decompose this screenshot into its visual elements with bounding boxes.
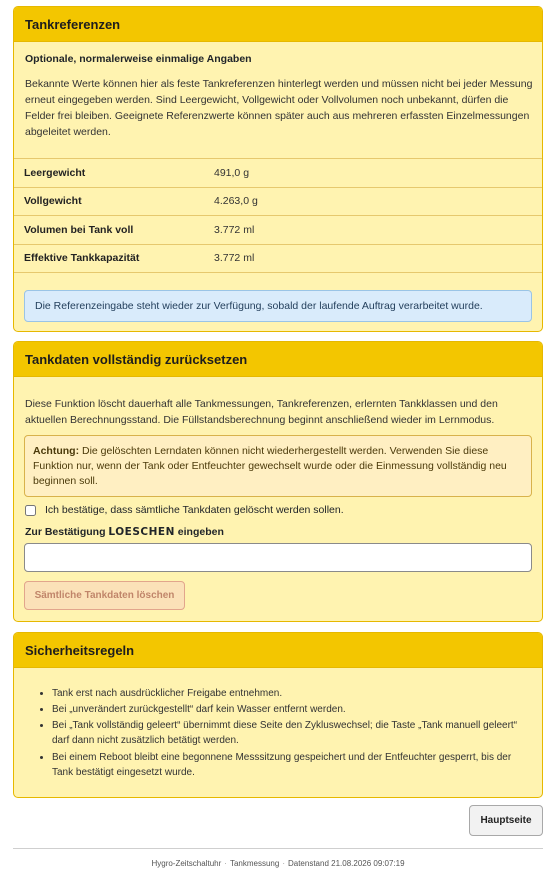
row-value: 4.263,0 g <box>214 187 543 216</box>
reference-table <box>14 158 543 273</box>
footer <box>0 859 556 868</box>
warning-text: Die gelöschten Lerndaten können nicht wiederhergestellt werden. Verwenden Sie diese Funktion nur, wenn der Tank oder Entfeuchter gewechselt wurde oder die Einmessung vollständig neu beginnen soll. <box>33 445 507 487</box>
row-label: Effektive Tankkapazität <box>14 244 214 273</box>
home-button[interactable]: Hauptseite <box>469 805 543 836</box>
row-value: 3.772 ml <box>214 244 543 273</box>
confirm-input-label: Zur Bestätigung LOESCHEN eingeben <box>25 526 224 538</box>
delete-all-button[interactable]: Sämtliche Tankdaten löschen <box>24 581 185 610</box>
footer-separator: · <box>224 859 227 868</box>
table-row <box>14 244 543 273</box>
section-description: Diese Funktion löscht dauerhaft alle Tankmessungen, Tankreferenzen, erlernten Tankklassen und den aktuellen Berechnungsstand. Die Füllstandsberechnung beginnt anschließend wieder im Lernmodus. <box>25 398 498 426</box>
list-item: • Bei „Tank vollständig geleert“ übernimmt diese Seite den Zykluswechsel; die Taste „Tank manuell geleert“ darf dann nicht zusätzlich betätigt werden. <box>52 718 522 748</box>
footer-status: Datenstand 21.08.2026 09:07:19 <box>287 859 405 868</box>
section-subtitle: Optionale, normalerweise einmalige Angaben <box>25 53 252 65</box>
footer-divider <box>13 848 543 849</box>
table-row <box>14 187 543 216</box>
footer-page: Tankmessung <box>229 859 280 868</box>
list-item: • Tank erst nach ausdrücklicher Freigabe entnehmen. <box>52 686 522 701</box>
footer-separator: · <box>282 859 285 868</box>
info-alert <box>24 290 532 322</box>
table-row <box>14 159 543 188</box>
confirm-checkbox-row[interactable] <box>25 504 344 516</box>
warning-alert <box>24 435 532 497</box>
card-title: Tankreferenzen <box>14 7 542 42</box>
confirm-checkbox-label: Ich bestätige, dass sämtliche Tankdaten gelöscht werden sollen. <box>45 504 344 516</box>
table-row <box>14 216 543 245</box>
reset-card <box>13 341 543 622</box>
card-title: Sicherheitsregeln <box>14 633 542 668</box>
safety-rules-card <box>13 632 543 798</box>
tank-references-card <box>13 6 543 332</box>
confirm-keyword: LOESCHEN <box>108 526 175 538</box>
info-alert-text: Die Referenzeingabe steht wieder zur Verfügung, sobald der laufende Auftrag verarbeitet wurde. <box>35 300 483 312</box>
row-label: Vollgewicht <box>14 187 214 216</box>
card-title: Tankdaten vollständig zurücksetzen <box>14 342 542 377</box>
row-value: 3.772 ml <box>214 216 543 245</box>
confirm-input[interactable] <box>24 543 532 572</box>
rules-list <box>52 686 522 781</box>
row-value: 491,0 g <box>214 159 543 188</box>
confirm-checkbox[interactable] <box>25 505 36 516</box>
row-label: Volumen bei Tank voll <box>14 216 214 245</box>
footer-app: Hygro-Zeitschaltuhr <box>151 859 222 868</box>
list-item: • Bei „unverändert zurückgestellt“ darf kein Wasser entfernt werden. <box>52 702 522 717</box>
list-item: • Bei einem Reboot bleibt eine begonnene Messsitzung gespeichert und der Entfeuchter gesperrt, bis der Tank bestätigt eingesetzt wurde. <box>52 750 522 780</box>
warning-label: Achtung: <box>33 445 80 457</box>
section-description: Bekannte Werte können hier als feste Tankreferenzen hinterlegt werden und müssen nicht bei jeder Messung erneut eingegeben werden. Sind Leergewicht, Vollgewicht oder Vollvolumen noch unbekannt, dürfen die Felder frei bleiben. Geeignete Referenzwerte können später auch aus mehreren erfassten Einzelmessungen abgeleitet werden. <box>25 78 533 138</box>
row-label: Leergewicht <box>14 159 214 188</box>
